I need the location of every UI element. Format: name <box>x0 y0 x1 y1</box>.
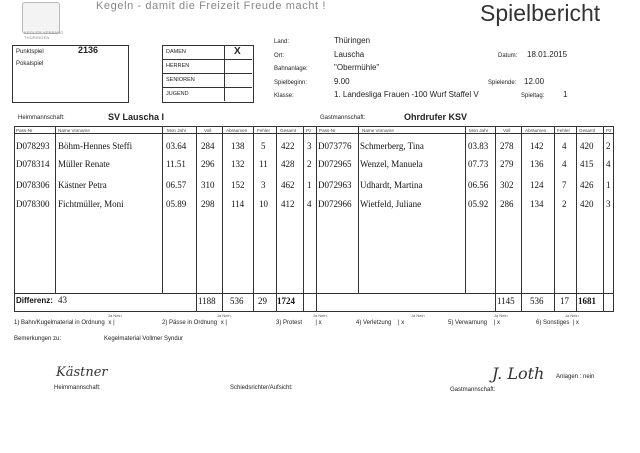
category-herren: HERREN <box>166 63 190 69</box>
voll: 296 <box>201 159 215 169</box>
gesamt: 422 <box>281 141 295 151</box>
schiri-label: Schiedsrichter/Aufsicht: <box>230 385 293 391</box>
home-total-gesamt: 1724 <box>277 296 295 306</box>
pz: 2 <box>307 159 312 169</box>
mon-jahr: 06.57 <box>166 180 187 190</box>
mon-jahr: 03.64 <box>166 141 187 151</box>
ja-nein-label: Ja Nein <box>313 313 327 318</box>
category-senioren: SENIOREN <box>166 77 195 83</box>
ja-nein-label: Ja Nein <box>217 313 231 318</box>
check-paesse: 2) Pässe in Ordnung x | <box>162 320 227 326</box>
guest-total-fehler: 17 <box>560 296 569 306</box>
ja-nein-label: Ja Nein <box>108 313 122 318</box>
fehler: 10 <box>259 199 268 209</box>
pass-nr: D072966 <box>318 199 352 209</box>
abraeumen: 136 <box>530 159 544 169</box>
fehler: 5 <box>261 141 266 151</box>
col-fehler: Fehler <box>257 128 271 133</box>
voll: 302 <box>500 180 514 190</box>
spielende-label: Spielende: <box>488 80 517 86</box>
col-abraeumen: Abräumen <box>226 128 248 133</box>
slogan: Kegeln - damit die Freizeit Freude macht ! <box>96 0 327 12</box>
spielende-value: 12.00 <box>524 77 545 86</box>
fehler: 4 <box>562 159 567 169</box>
voll: 279 <box>500 159 514 169</box>
abraeumen: 138 <box>231 141 245 151</box>
gesamt: 462 <box>281 180 295 190</box>
pass-nr: D072965 <box>318 159 352 169</box>
col-gesamt: Gesamt <box>280 128 297 133</box>
check-verwarnung: 5) Verwarnung | x <box>448 320 500 326</box>
abraeumen: 114 <box>231 199 245 209</box>
guest-total-abr: 536 <box>530 296 544 306</box>
gast-label: Gastmannschaft: <box>320 115 366 121</box>
fehler: 4 <box>562 141 567 151</box>
pass-nr: D078314 <box>16 159 50 169</box>
pz: 1 <box>606 180 611 190</box>
category-jugend: JUGEND <box>166 91 189 97</box>
gast-signature-label: Gastmannschaft: <box>450 387 496 393</box>
klasse-label: Klasse: <box>274 93 294 99</box>
check-protest: 3) Protest | x <box>276 320 322 326</box>
voll: 278 <box>500 141 514 151</box>
player-name: Udhardt, Martina <box>360 180 423 190</box>
col-name: Name Vorname <box>58 128 90 133</box>
fehler: 11 <box>259 159 268 169</box>
differenz-label: Differenz: <box>16 296 53 305</box>
col-fehler: Fehler <box>557 128 571 133</box>
abraeumen: 152 <box>231 180 245 190</box>
voll: 310 <box>201 180 215 190</box>
pass-nr: D078293 <box>16 141 50 151</box>
player-name: Wenzel, Manuela <box>360 159 423 169</box>
guest-total-voll: 1145 <box>497 296 515 306</box>
col-passnr: Pass-Nr <box>319 128 336 133</box>
col-name: Name Vorname <box>362 128 394 133</box>
heim-signature: Kästner <box>56 365 108 380</box>
pass-nr: D078306 <box>16 180 50 190</box>
mon-jahr: 05.89 <box>166 199 187 209</box>
player-name: Kästner Petra <box>58 180 107 190</box>
col-mon-jahr: Mon Jahr <box>167 128 187 133</box>
score-table <box>14 126 614 312</box>
player-name: Fichtmüller, Moni <box>58 199 124 209</box>
heim-team-name: SV Lauscha I <box>108 112 165 122</box>
spielbeginn-value: 9.00 <box>334 77 350 86</box>
mon-jahr: 06.56 <box>468 180 489 190</box>
remarks-text: Kegelmaterial Vollmer Syndur <box>104 336 184 342</box>
ja-nein-label: Ja Nein <box>565 313 579 318</box>
col-abraeumen: Abräumen <box>525 128 547 133</box>
mon-jahr: 11.51 <box>166 159 186 169</box>
fehler: 2 <box>562 199 567 209</box>
datum-label: Datum: <box>498 53 518 59</box>
gesamt: 415 <box>580 159 594 169</box>
ja-nein-label: Ja Nein <box>494 313 508 318</box>
klasse-value: 1. Landesliga Frauen -100 Wurf Staffel V <box>334 90 479 99</box>
ort-label: Ort: <box>274 53 284 59</box>
pz: 2 <box>606 141 611 151</box>
col-gesamt: Gesamt <box>579 128 596 133</box>
land-label: Land: <box>274 39 290 45</box>
ort-value: Lauscha <box>334 50 365 59</box>
abraeumen: 124 <box>530 180 544 190</box>
voll: 298 <box>201 199 215 209</box>
gesamt: 426 <box>580 180 594 190</box>
pokalspiel-label: Pokalspiel <box>16 61 44 67</box>
gesamt: 420 <box>580 141 594 151</box>
category-damen: DAMEN <box>166 49 186 55</box>
punktspiel-value: 2136 <box>78 45 99 55</box>
gast-team-name: Ohrdrufer KSV <box>404 112 468 122</box>
fehler: 7 <box>562 180 567 190</box>
pass-nr: D072963 <box>318 180 352 190</box>
ja-nein-label: Ja Nein <box>411 313 425 318</box>
remarks-label: Bemerkungen zu: <box>14 336 62 342</box>
spieltag-label: Spieltag: <box>521 93 545 99</box>
home-total-fehler: 29 <box>258 296 267 306</box>
guest-total-gesamt: 1681 <box>578 296 596 306</box>
mon-jahr: 03.83 <box>468 141 489 151</box>
spielbeginn-label: Spielbeginn: <box>274 80 308 86</box>
check-verletzung: 4) Verletzung | x <box>356 320 405 326</box>
category-damen-mark: X <box>234 46 241 57</box>
check-bahn: 1) Bahn/Kugelmaterial in Ordnung x | <box>14 320 115 326</box>
page-title: Spielbericht <box>480 0 601 26</box>
home-total-voll: 1188 <box>198 296 216 306</box>
fehler: 3 <box>261 180 266 190</box>
anlagen-label: Anlagen : nein <box>556 374 595 380</box>
voll: 284 <box>201 141 215 151</box>
pz: 4 <box>307 199 312 209</box>
mon-jahr: 07.73 <box>468 159 489 169</box>
check-sonstiges: 6) Sonstiges | x <box>536 320 579 326</box>
abraeumen: 142 <box>530 141 544 151</box>
pz: 4 <box>606 159 611 169</box>
pass-nr: D078300 <box>16 199 50 209</box>
voll: 286 <box>500 199 514 209</box>
pass-nr: D073776 <box>318 141 352 151</box>
logo-text: KEGLER VERBAND THÜRINGEN <box>24 30 64 40</box>
abraeumen: 134 <box>530 199 544 209</box>
pz: 3 <box>307 141 312 151</box>
player-name: Wietfeld, Juliane <box>360 199 422 209</box>
pz: 3 <box>606 199 611 209</box>
col-mon-jahr: Mon Jahr <box>469 128 489 133</box>
col-pz: Pz <box>306 128 312 133</box>
gast-signature: J. Loth <box>492 364 545 383</box>
col-voll: Voll <box>204 128 212 133</box>
player-name: Müller Renate <box>58 159 110 169</box>
mon-jahr: 05.92 <box>468 199 489 209</box>
punktspiel-label: Punktspiel <box>16 49 44 55</box>
home-total-abr: 536 <box>230 296 244 306</box>
gesamt: 420 <box>580 199 594 209</box>
col-passnr: Pass-Nr <box>16 128 33 133</box>
bahnanlage-label: Bahnanlage: <box>274 66 308 72</box>
gesamt: 428 <box>281 159 295 169</box>
col-voll: Voll <box>503 128 511 133</box>
heim-signature-label: Heimmannschaft: <box>54 385 101 391</box>
player-name: Schmerberg, Tina <box>360 141 424 151</box>
differenz-value: 43 <box>58 295 67 305</box>
heim-label: Heimmannschaft: <box>18 115 65 121</box>
gesamt: 412 <box>281 199 295 209</box>
player-name: Böhm-Hennes Steffi <box>58 141 133 151</box>
spieltag-value: 1 <box>563 90 568 99</box>
land-value: Thüringen <box>334 36 371 45</box>
abraeumen: 132 <box>231 159 245 169</box>
pz: 1 <box>307 180 312 190</box>
col-pz: Pz <box>606 128 612 133</box>
datum-value: 18.01.2015 <box>527 50 568 59</box>
bahnanlage-value: "Obermühle" <box>334 63 380 72</box>
